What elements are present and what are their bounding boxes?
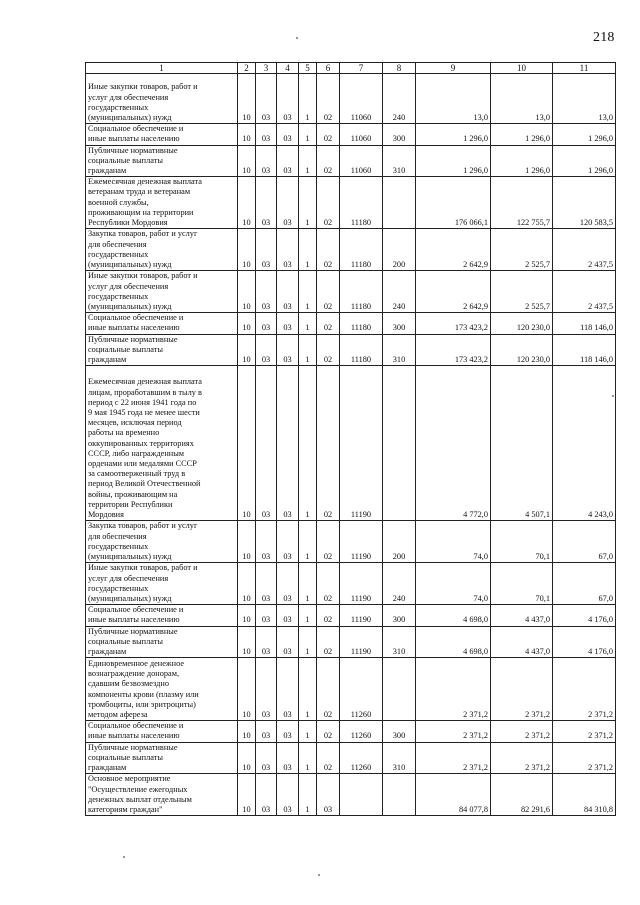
row-cell-c2: 10 [238,366,256,521]
row-name-cell: Социальное обеспечение и иные выплаты населению [86,605,238,626]
row-cell-c3: 03 [256,366,277,521]
row-name-cell: Социальное обеспечение и иные выплаты населению [86,721,238,742]
row-cell-c3: 03 [256,563,277,605]
row-cell-c9: 176 066,1 [416,177,491,229]
row-name-cell: Публичные нормативные социальные выплаты гражданам [86,626,238,658]
table-row [86,177,616,229]
row-cell-c2: 10 [238,229,256,271]
row-cell-c11: 118 146,0 [553,334,616,366]
row-cell-c4: 03 [277,626,299,658]
table-row [86,74,616,124]
row-cell-c9: 4 698,0 [416,605,491,626]
row-cell-c4: 03 [277,124,299,145]
row-cell-c5: 1 [299,721,317,742]
row-cell-c5: 1 [299,334,317,366]
row-cell-c11: 2 437,5 [553,271,616,313]
row-cell-c9: 74,0 [416,521,491,563]
row-cell-c3: 03 [256,229,277,271]
row-cell-c9: 2 642,9 [416,229,491,271]
row-name-cell: Социальное обеспечение и иные выплаты населению [86,313,238,334]
column-header: 7 [340,63,383,74]
row-cell-c7: 11180 [340,177,383,229]
row-cell-c9: 173 423,2 [416,313,491,334]
row-cell-c10: 4 437,0 [491,626,553,658]
row-cell-c7: 11190 [340,605,383,626]
row-cell-c5: 1 [299,742,317,774]
row-cell-c7: 11180 [340,313,383,334]
row-name-cell: Основное мероприятие "Осуществление ежегодных денежных выплат отдельным категориям граждан" [86,774,238,816]
row-name-cell: Социальное обеспечение и иные выплаты населению [86,124,238,145]
row-cell-c5: 1 [299,74,317,124]
budget-table [85,62,616,816]
row-cell-c8 [383,177,416,229]
row-cell-c5: 1 [299,521,317,563]
row-cell-c11: 118 146,0 [553,313,616,334]
row-cell-c9: 1 296,0 [416,145,491,177]
row-name-cell: Закупка товаров, работ и услуг для обеспечения государственных (муниципальных) нужд [86,521,238,563]
row-cell-c11: 67,0 [553,521,616,563]
column-header: 6 [317,63,340,74]
row-cell-c3: 03 [256,124,277,145]
row-cell-c7: 11260 [340,742,383,774]
table-row [86,229,616,271]
row-cell-c11: 1 296,0 [553,145,616,177]
row-cell-c8: 310 [383,742,416,774]
row-cell-c11: 4 176,0 [553,605,616,626]
row-cell-c11: 2 437,5 [553,229,616,271]
row-cell-c6: 02 [317,366,340,521]
row-cell-c8: 240 [383,74,416,124]
row-name-cell: Единовременное денежное вознаграждение донорам, сдавшим безвозмездно компоненты крови (плазму или тромбоциты, или эритроциты) методом афереза [86,658,238,721]
row-cell-c6: 03 [317,774,340,816]
row-cell-c6: 02 [317,563,340,605]
row-cell-c2: 10 [238,658,256,721]
row-name-cell: Ежемесячная денежная выплата ветеранам труда и ветеранам военной службы, проживающим на территории Республики Мордовия [86,177,238,229]
row-cell-c11: 2 371,2 [553,658,616,721]
row-cell-c11: 4 176,0 [553,626,616,658]
row-cell-c2: 10 [238,124,256,145]
row-cell-c10: 1 296,0 [491,124,553,145]
scan-speck [612,395,614,397]
row-cell-c7: 11180 [340,229,383,271]
row-cell-c5: 1 [299,124,317,145]
row-cell-c6: 02 [317,658,340,721]
table-body [86,74,616,816]
row-cell-c11: 120 583,5 [553,177,616,229]
row-cell-c9: 74,0 [416,563,491,605]
row-cell-c6: 02 [317,626,340,658]
row-cell-c6: 02 [317,313,340,334]
row-cell-c11: 1 296,0 [553,124,616,145]
table-row [86,563,616,605]
page-number: 218 [593,30,615,45]
row-cell-c4: 03 [277,563,299,605]
row-cell-c7: 11190 [340,563,383,605]
row-name-cell: Иные закупки товаров, работ и услуг для обеспечения государственных (муниципальных) нужд [86,563,238,605]
row-cell-c10: 2 371,2 [491,742,553,774]
row-name-cell: Публичные нормативные социальные выплаты гражданам [86,334,238,366]
row-cell-c8: 310 [383,626,416,658]
row-cell-c10: 2 371,2 [491,721,553,742]
table-row [86,313,616,334]
row-cell-c3: 03 [256,334,277,366]
column-header: 9 [416,63,491,74]
row-cell-c8 [383,658,416,721]
table-row [86,521,616,563]
scan-speck [123,856,125,858]
row-cell-c8: 200 [383,229,416,271]
row-cell-c7: 11190 [340,366,383,521]
row-cell-c5: 1 [299,626,317,658]
row-cell-c5: 1 [299,366,317,521]
column-header: 10 [491,63,553,74]
row-cell-c4: 03 [277,145,299,177]
table-row [86,626,616,658]
row-cell-c11: 4 243,0 [553,366,616,521]
table-row [86,334,616,366]
row-cell-c2: 10 [238,271,256,313]
table-row [86,742,616,774]
row-cell-c2: 10 [238,313,256,334]
row-cell-c9: 2 371,2 [416,742,491,774]
row-cell-c10: 120 230,0 [491,313,553,334]
row-cell-c4: 03 [277,721,299,742]
table-row [86,366,616,521]
row-cell-c3: 03 [256,742,277,774]
row-cell-c7: 11180 [340,271,383,313]
row-cell-c6: 02 [317,334,340,366]
row-cell-c2: 10 [238,721,256,742]
row-cell-c9: 13,0 [416,74,491,124]
row-cell-c2: 10 [238,605,256,626]
row-name-cell: Иные закупки товаров, работ и услуг для обеспечения государственных (муниципальных) нужд [86,271,238,313]
scan-speck [318,874,320,876]
row-cell-c11: 67,0 [553,563,616,605]
row-cell-c5: 1 [299,177,317,229]
row-cell-c11: 13,0 [553,74,616,124]
table-row [86,658,616,721]
row-cell-c10: 2 525,7 [491,229,553,271]
row-cell-c2: 10 [238,521,256,563]
table-row [86,124,616,145]
row-cell-c4: 03 [277,742,299,774]
row-cell-c3: 03 [256,313,277,334]
row-cell-c6: 02 [317,74,340,124]
row-cell-c5: 1 [299,145,317,177]
row-cell-c5: 1 [299,774,317,816]
row-cell-c10: 4 507,1 [491,366,553,521]
row-cell-c10: 70,1 [491,563,553,605]
row-cell-c7: 11060 [340,74,383,124]
row-name-cell: Публичные нормативные социальные выплаты гражданам [86,742,238,774]
row-cell-c11: 84 310,8 [553,774,616,816]
row-cell-c4: 03 [277,177,299,229]
column-header: 8 [383,63,416,74]
row-cell-c4: 03 [277,229,299,271]
row-cell-c2: 10 [238,74,256,124]
row-cell-c4: 03 [277,313,299,334]
row-cell-c3: 03 [256,74,277,124]
row-cell-c8 [383,774,416,816]
row-cell-c3: 03 [256,721,277,742]
row-cell-c4: 03 [277,658,299,721]
row-name-cell: Публичные нормативные социальные выплаты гражданам [86,145,238,177]
row-cell-c8: 300 [383,721,416,742]
row-cell-c6: 02 [317,521,340,563]
table-row [86,721,616,742]
row-cell-c4: 03 [277,521,299,563]
column-header: 11 [553,63,616,74]
column-header: 4 [277,63,299,74]
row-cell-c7: 11260 [340,721,383,742]
row-cell-c9: 173 423,2 [416,334,491,366]
table-row [86,145,616,177]
row-name-cell: Иные закупки товаров, работ и услуг для обеспечения государственных (муниципальных) нужд [86,74,238,124]
row-cell-c2: 10 [238,563,256,605]
row-cell-c3: 03 [256,521,277,563]
row-cell-c6: 02 [317,742,340,774]
row-cell-c9: 2 371,2 [416,721,491,742]
row-cell-c9: 84 077,8 [416,774,491,816]
row-cell-c9: 4 772,0 [416,366,491,521]
row-cell-c10: 2 525,7 [491,271,553,313]
row-cell-c10: 122 755,7 [491,177,553,229]
row-cell-c7: 11180 [340,334,383,366]
column-header: 2 [238,63,256,74]
table-row [86,605,616,626]
row-cell-c2: 10 [238,774,256,816]
table-row [86,271,616,313]
row-cell-c7: 11060 [340,145,383,177]
column-header: 1 [86,63,238,74]
row-cell-c4: 03 [277,366,299,521]
row-cell-c10: 1 296,0 [491,145,553,177]
row-cell-c7: 11190 [340,521,383,563]
row-cell-c3: 03 [256,177,277,229]
row-cell-c5: 1 [299,563,317,605]
row-cell-c8: 310 [383,334,416,366]
row-cell-c4: 03 [277,74,299,124]
row-cell-c3: 03 [256,626,277,658]
row-cell-c8 [383,366,416,521]
row-cell-c8: 240 [383,271,416,313]
row-cell-c5: 1 [299,229,317,271]
row-cell-c8: 300 [383,313,416,334]
row-cell-c10: 120 230,0 [491,334,553,366]
row-cell-c10: 82 291,6 [491,774,553,816]
row-cell-c3: 03 [256,145,277,177]
row-cell-c5: 1 [299,658,317,721]
row-cell-c2: 10 [238,177,256,229]
row-cell-c2: 10 [238,145,256,177]
row-cell-c6: 02 [317,177,340,229]
row-cell-c4: 03 [277,605,299,626]
row-cell-c6: 02 [317,721,340,742]
table-header-row [86,63,616,74]
scan-speck [296,37,298,39]
row-cell-c7: 11260 [340,658,383,721]
row-cell-c3: 03 [256,658,277,721]
row-cell-c3: 03 [256,774,277,816]
row-cell-c4: 03 [277,334,299,366]
row-name-cell: Ежемесячная денежная выплата лицам, проработавшим в тылу в период с 22 июня 1941 года по 9 мая 1945 года не менее шести месяцев, исключая период работы на временно оккупированных территориях СССР, либо награжденным орденами или медалями СССР за самоотверженный труд в период Великой Отечественной войны, проживающим на территории Республики Мордовия [86,366,238,521]
row-cell-c7: 11060 [340,124,383,145]
row-cell-c3: 03 [256,271,277,313]
row-cell-c6: 02 [317,605,340,626]
row-cell-c8: 300 [383,605,416,626]
row-name-cell: Закупка товаров, работ и услуг для обеспечения государственных (муниципальных) нужд [86,229,238,271]
row-cell-c9: 1 296,0 [416,124,491,145]
row-cell-c10: 13,0 [491,74,553,124]
row-cell-c6: 02 [317,271,340,313]
row-cell-c2: 10 [238,334,256,366]
table-row [86,774,616,816]
row-cell-c8: 240 [383,563,416,605]
row-cell-c7: 11190 [340,626,383,658]
row-cell-c9: 2 642,9 [416,271,491,313]
column-header: 3 [256,63,277,74]
row-cell-c5: 1 [299,313,317,334]
row-cell-c10: 70,1 [491,521,553,563]
row-cell-c4: 03 [277,271,299,313]
row-cell-c8: 200 [383,521,416,563]
row-cell-c11: 2 371,2 [553,721,616,742]
row-cell-c8: 310 [383,145,416,177]
column-header: 5 [299,63,317,74]
row-cell-c10: 4 437,0 [491,605,553,626]
row-cell-c2: 10 [238,626,256,658]
row-cell-c6: 02 [317,145,340,177]
row-cell-c6: 02 [317,229,340,271]
row-cell-c7 [340,774,383,816]
row-cell-c11: 2 371,2 [553,742,616,774]
row-cell-c6: 02 [317,124,340,145]
row-cell-c8: 300 [383,124,416,145]
row-cell-c5: 1 [299,605,317,626]
row-cell-c5: 1 [299,271,317,313]
row-cell-c9: 2 371,2 [416,658,491,721]
row-cell-c10: 2 371,2 [491,658,553,721]
row-cell-c2: 10 [238,742,256,774]
row-cell-c9: 4 698,0 [416,626,491,658]
row-cell-c4: 03 [277,774,299,816]
row-cell-c3: 03 [256,605,277,626]
